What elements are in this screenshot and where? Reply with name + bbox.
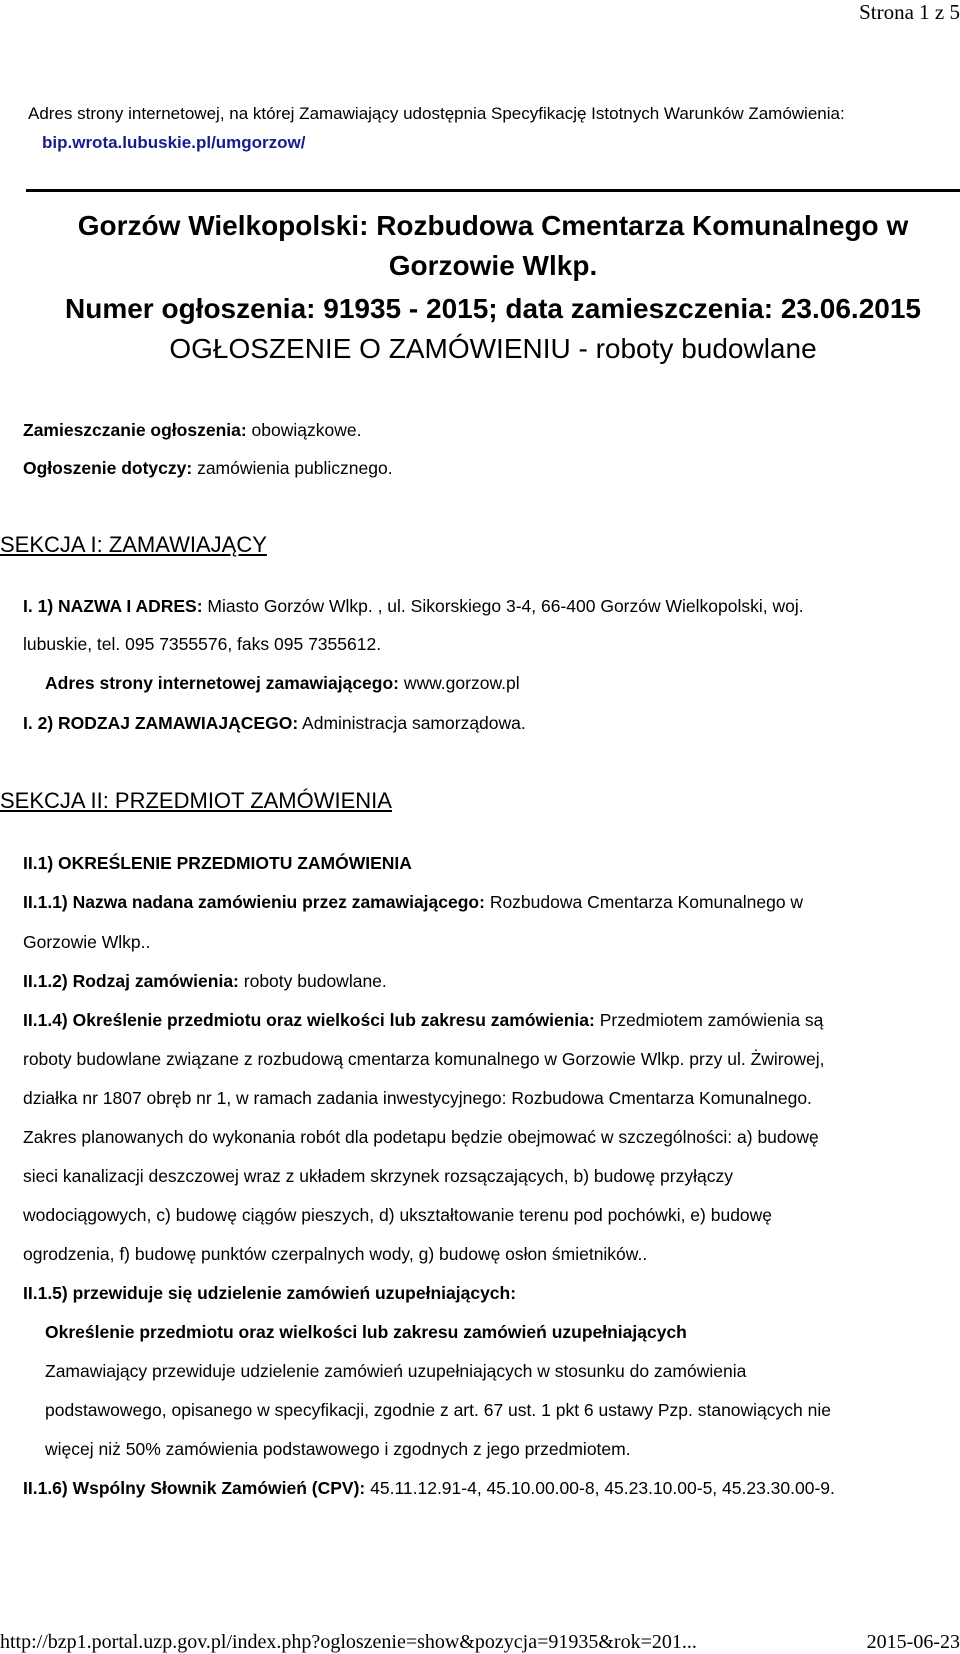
placement-label: Zamieszczanie ogłoszenia: xyxy=(23,420,247,440)
cpv-row xyxy=(23,1476,835,1500)
contracting-name-continuation: lubuskie, tel. 095 7355576, faks 095 7355612. xyxy=(23,634,382,654)
order-scope-row xyxy=(23,1008,823,1032)
order-kind-label: II.1.2) Rodzaj zamówienia: xyxy=(23,971,239,991)
supplementary-line: Zamawiający przewiduje udzielenie zamówień uzupełniających w stosunku do zamówienia xyxy=(45,1361,747,1381)
notice-title-line-1: Gorzów Wielkopolski: Rozbudowa Cmentarza Komunalnego w xyxy=(77,210,909,241)
footer-date: 2015-06-23 xyxy=(866,1631,960,1653)
order-kind-row xyxy=(23,969,387,993)
footer-url: http://bzp1.portal.uzp.gov.pl/index.php?ogloszenie=show&pozycja=91935&rok=201... xyxy=(0,1631,697,1653)
contracting-name-label: I. 1) NAZWA I ADRES: xyxy=(23,596,203,616)
order-name-value: Rozbudowa Cmentarza Komunalnego w xyxy=(484,892,804,912)
contracting-type-value: Administracja samorządowa. xyxy=(298,713,526,733)
page-indicator: Strona 1 z 5 xyxy=(859,0,960,24)
order-name-row xyxy=(23,890,803,914)
contracting-type-label: I. 2) RODZAJ ZAMAWIAJĄCEGO: xyxy=(23,713,299,733)
order-scope-line: ogrodzenia, f) budowę punktów czerpalnych wody, g) budowę osłon śmietników.. xyxy=(23,1244,648,1264)
cpv-value: 45.11.12.91-4, 45.10.00.00-8, 45.23.10.00-5, 45.23.30.00-9. xyxy=(365,1478,835,1498)
supplementary-line: podstawowego, opisanego w specyfikacji, zgodnie z art. 67 ust. 1 pkt 6 ustawy Pzp. stanowiących nie xyxy=(45,1400,831,1420)
order-scope-value: Przedmiotem zamówienia są xyxy=(594,1010,824,1030)
siwz-address-text: Adres strony internetowej, na której Zamawiający udostępnia Specyfikację Istotnych Warunków Zamówienia: xyxy=(28,104,845,123)
order-scope-line: działka nr 1807 obręb nr 1, w ramach zadania inwestycyjnego: Rozbudowa Cmentarza Komunalnego. xyxy=(23,1088,812,1108)
placement-value: obowiązkowe. xyxy=(246,420,362,440)
order-scope-line: roboty budowlane związane z rozbudową cmentarza komunalnego w Gorzowie Wlkp. przy ul. Żwirowej, xyxy=(23,1049,825,1069)
siwz-address-link[interactable]: bip.wrota.lubuskie.pl/umgorzow/ xyxy=(42,133,306,152)
contracting-name-row xyxy=(23,594,804,618)
notice-subtitle: OGŁOSZENIE O ZAMÓWIENIU - roboty budowlane xyxy=(169,333,817,364)
placement-row xyxy=(23,418,361,442)
supplementary-heading: Określenie przedmiotu oraz wielkości lub zakresu zamówień uzupełniających xyxy=(45,1322,687,1342)
order-name-continuation: Gorzowie Wlkp.. xyxy=(23,932,151,952)
order-name-label: II.1.1) Nazwa nadana zamówieniu przez zamawiającego: xyxy=(23,892,485,912)
horizontal-rule xyxy=(26,189,960,192)
subject-heading: II.1) OKREŚLENIE PRZEDMIOTU ZAMÓWIENIA xyxy=(23,853,412,873)
supplementary-line: więcej niż 50% zamówienia podstawowego i zgodnych z jego przedmiotem. xyxy=(45,1439,631,1459)
contracting-website-label: Adres strony internetowej zamawiającego: xyxy=(45,673,399,693)
concerns-row xyxy=(23,456,393,480)
contracting-website-value[interactable]: www.gorzow.pl xyxy=(399,673,520,693)
contracting-name-value: Miasto Gorzów Wlkp. , ul. Sikorskiego 3-4, 66-400 Gorzów Wielkopolski, woj. xyxy=(202,596,804,616)
concerns-label: Ogłoszenie dotyczy: xyxy=(23,458,193,478)
order-scope-label: II.1.4) Określenie przedmiotu oraz wielkości lub zakresu zamówienia: xyxy=(23,1010,595,1030)
contracting-website-row xyxy=(45,671,520,695)
notice-title-line-2: Gorzowie Wlkp. xyxy=(388,250,598,281)
contracting-type-row xyxy=(23,711,526,735)
order-scope-line: wodociągowych, c) budowę ciągów pieszych, d) ukształtowanie terenu pod pochówki, e) budowę xyxy=(23,1205,773,1225)
order-scope-line: sieci kanalizacji deszczowej wraz z układem skrzynek rozsączających, b) budowę przyłączy xyxy=(23,1166,733,1186)
order-kind-value: roboty budowlane. xyxy=(238,971,387,991)
order-scope-line: Zakres planowanych do wykonania robót dla podetapu będzie obejmować w szczególności: a) budowę xyxy=(23,1127,819,1147)
cpv-label: II.1.6) Wspólny Słownik Zamówień (CPV): xyxy=(23,1478,366,1498)
notice-number-line: Numer ogłoszenia: 91935 - 2015; data zamieszczenia: 23.06.2015 xyxy=(65,293,921,324)
section-1-title: SEKCJA I: ZAMAWIAJĄCY xyxy=(0,532,267,557)
section-2-title: SEKCJA II: PRZEDMIOT ZAMÓWIENIA xyxy=(0,788,392,813)
supplementary-label: II.1.5) przewiduje się udzielenie zamówień uzupełniających: xyxy=(23,1283,517,1303)
concerns-value: zamówienia publicznego. xyxy=(192,458,393,478)
